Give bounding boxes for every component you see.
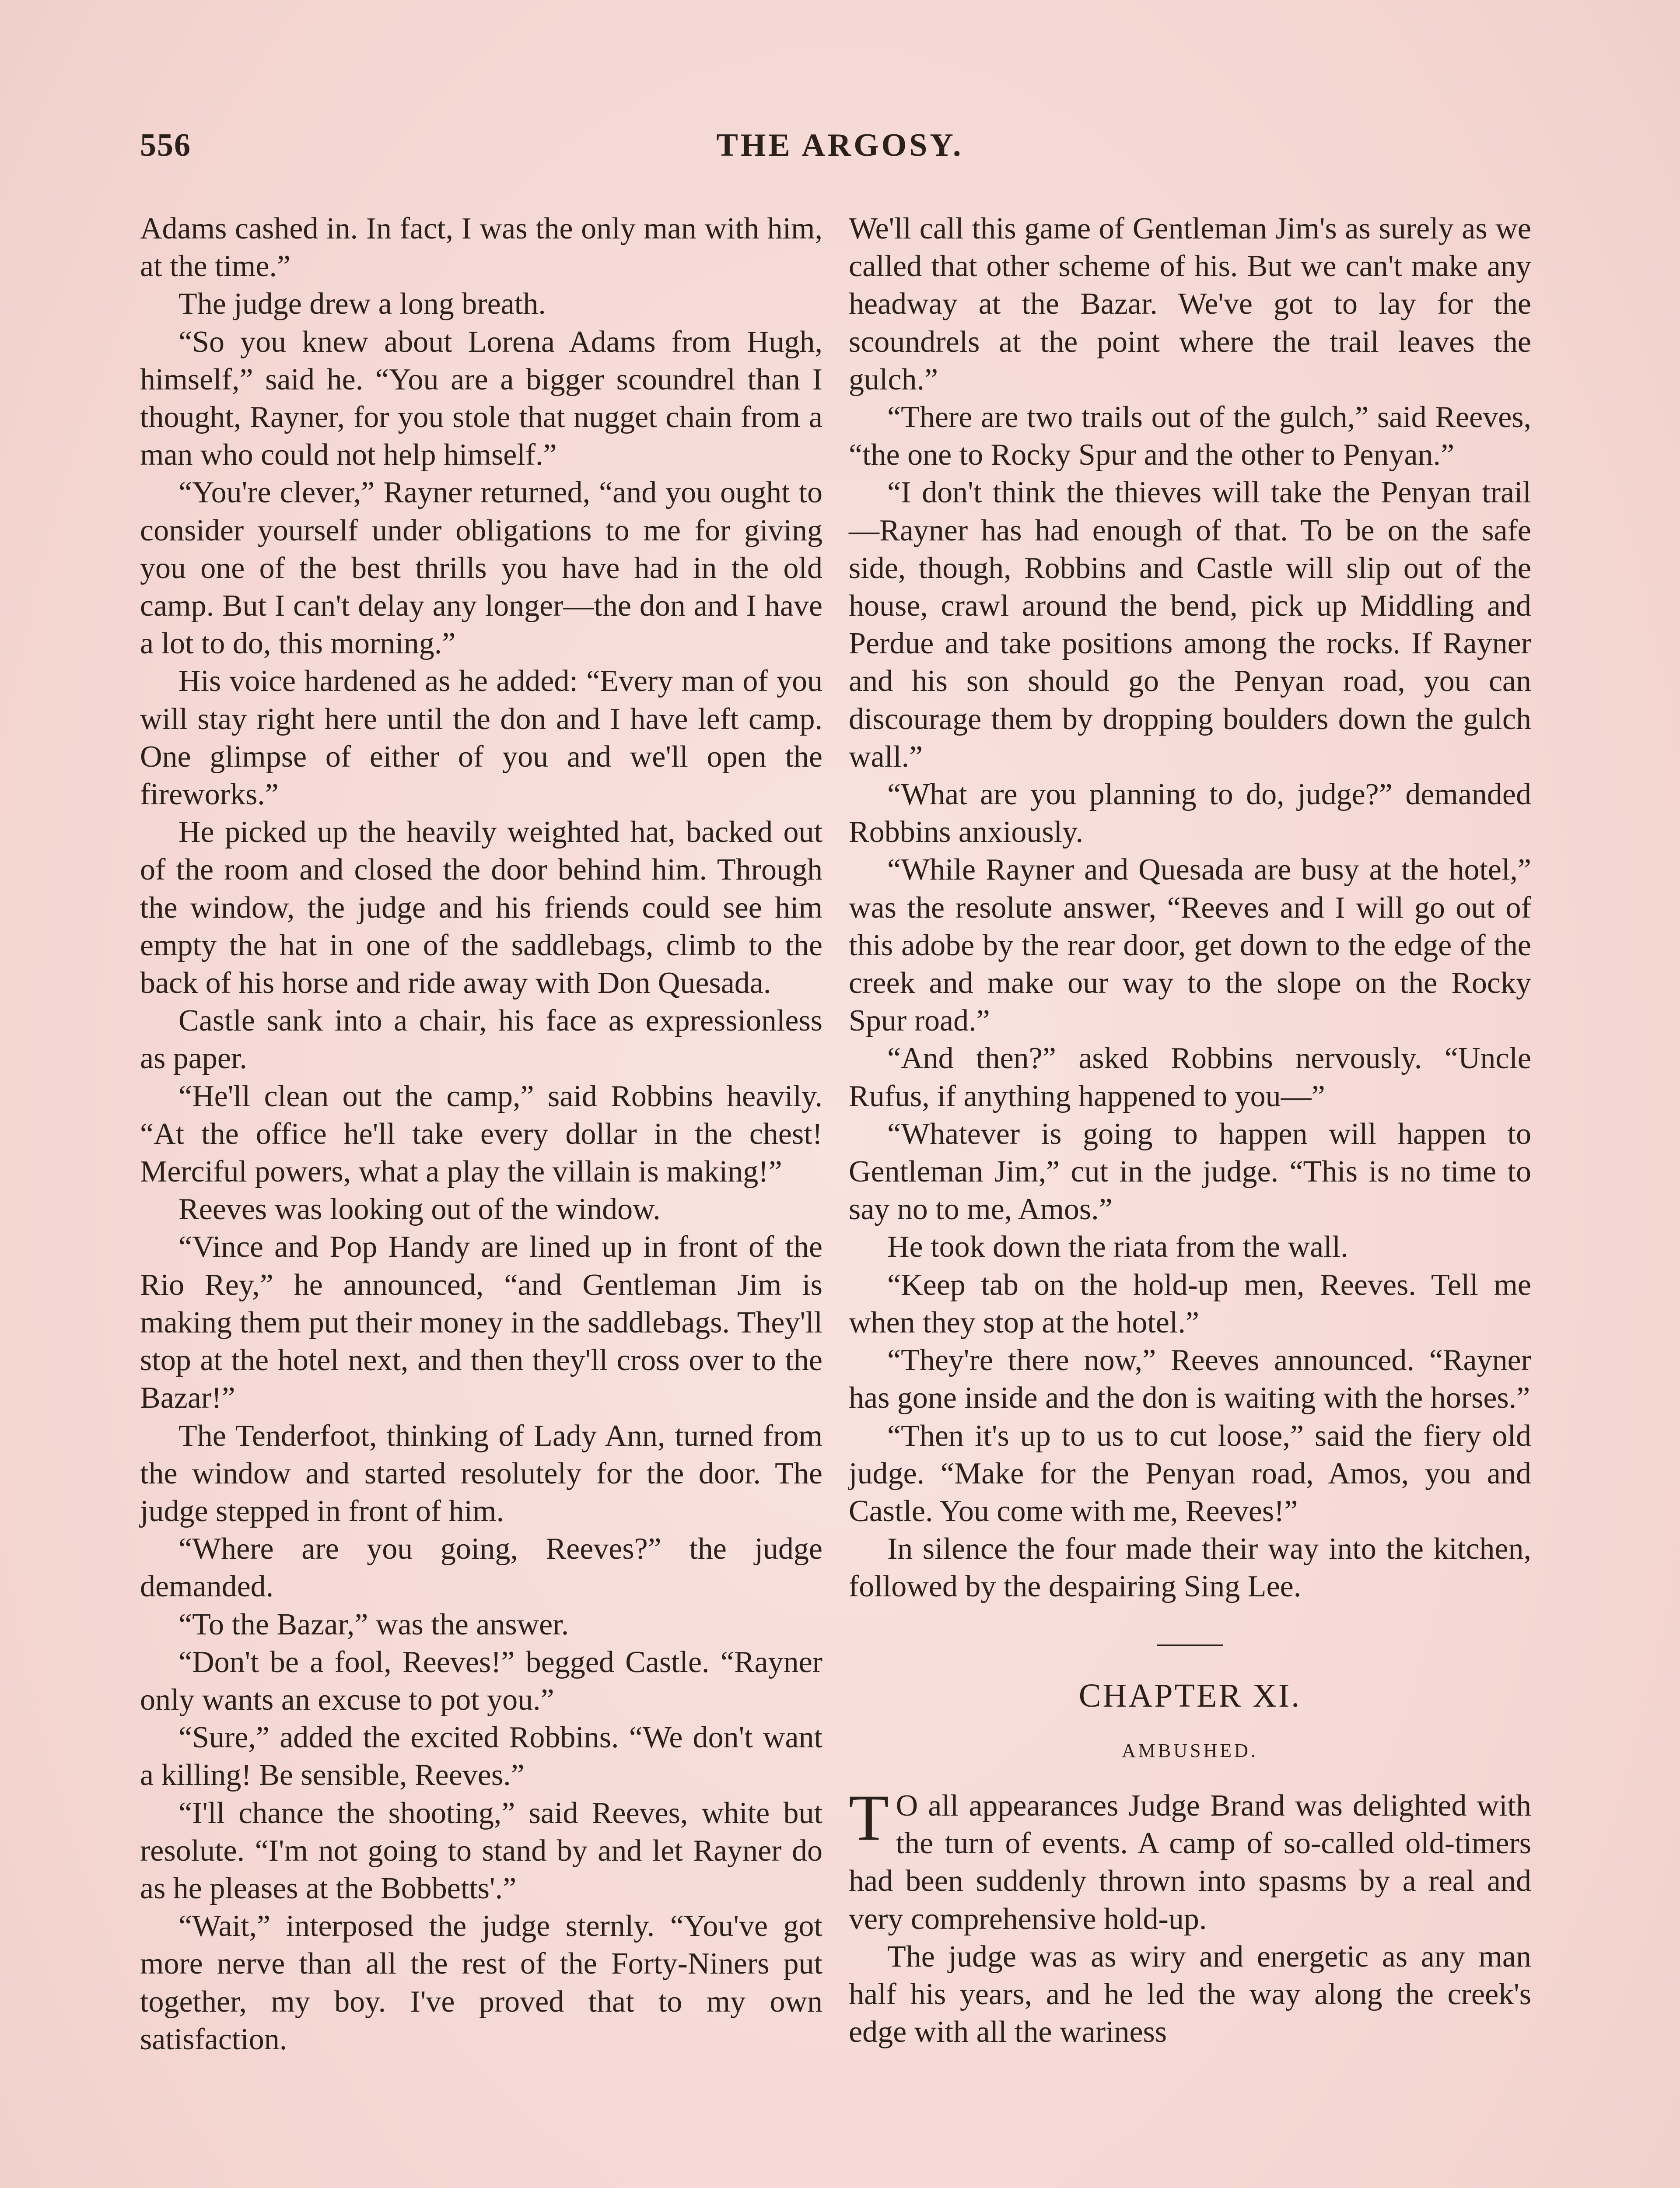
paragraph: “There are two trails out of the gulch,” said Reeves, “the one to Rocky Spur and the other to Penyan.” [849, 400, 1531, 472]
paragraph: “Don't be a fool, Reeves!” begged Castle. “Rayner only wants an excuse to pot you.” [140, 1645, 822, 1717]
paragraph: He picked up the heavily weighted hat, backed out of the room and closed the door behind him. Through the window, the judge and his friends could see him empty the hat in one of the saddlebags, climb to the back of his horse and ride away with Don Quesada. [140, 815, 822, 1000]
paragraph: In silence the four made their way into the kitchen, followed by the despairing Sing Lee. [849, 1532, 1531, 1604]
paragraph: “You're clever,” Rayner returned, “and you ought to consider yourself under obligations to me for giving you one of the best thrills you have had in the old camp. But I can't delay any longer—the don and I have a lot to do, this morning.” [140, 476, 822, 661]
paragraph: “Vince and Pop Handy are lined up in front of the Rio Rey,” he announced, “and Gentleman Jim is making them put their money in the saddlebags. They'll stop at the hotel next, and then they'll cross over to the Bazar!” [140, 1230, 822, 1415]
running-title: THE ARGOSY. [716, 127, 964, 163]
opening-text: O all appearances Judge Brand was delighted with the turn of events. A camp of so-called old-timers had been suddenly thrown into spasms by a real and very comprehensive hold-up. [849, 1788, 1531, 1936]
paragraph: The Tenderfoot, thinking of Lady Ann, turned from the window and started resolutely for the door. The judge stepped in front of him. [140, 1419, 822, 1528]
chapter-subtitle: AMBUSHED. [1122, 1739, 1258, 1761]
paragraph: “Then it's up to us to cut loose,” said the fiery old judge. “Make for the Penyan road, Amos, you and Castle. You come with me, Reeves!” [849, 1419, 1531, 1528]
paragraph: “So you knew about Lorena Adams from Hugh, himself,” said he. “You are a bigger scoundrel than I thought, Rayner, for you stole that nugget chain from a man who could not help himself.” [140, 325, 822, 472]
right-column [849, 210, 1531, 2051]
chapter-title: CHAPTER XI. [1078, 1677, 1302, 1714]
paragraph: His voice hardened as he added: “Every man of you will stay right here until the don and I have left camp. One glimpse of either of you and we'll open the fireworks.” [140, 664, 822, 812]
paragraph: “While Rayner and Quesada are busy at the hotel,” was the resolute answer, “Reeves and I will go out of this adobe by the rear door, get down to the edge of the creek and make our way to the slope on the Rocky Spur road.” [849, 853, 1531, 1038]
paragraph: Adams cashed in. In fact, I was the only man with him, at the time.” [140, 212, 822, 284]
paragraph: “Sure,” added the excited Robbins. “We don't want a killing! Be sensible, Reeves.” [140, 1721, 822, 1792]
drop-cap: T [849, 1781, 889, 1854]
paragraph: We'll call this game of Gentleman Jim's as surely as we called that other scheme of his. But we can't make any headway at the Bazar. We've got to lay for the scoundrels at the point where the trail leaves the gulch.” [849, 212, 1531, 396]
paragraph: “I'll chance the shooting,” said Reeves, white but resolute. “I'm not going to stand by and let Rayner do as he pleases at the Bobbetts'.” [140, 1796, 822, 1905]
left-column [140, 210, 822, 2058]
paragraph: Castle sank into a chair, his face as expressionless as paper. [140, 1004, 822, 1076]
section-divider [1157, 1645, 1223, 1646]
paragraph: The judge drew a long breath. [178, 287, 546, 321]
paragraph: He took down the riata from the wall. [887, 1230, 1348, 1264]
paragraph: The judge was as wiry and energetic as any man half his years, and he led the way along the creek's edge with all the wariness [849, 1939, 1531, 2049]
paragraph: “Wait,” interposed the judge sternly. “You've got more nerve than all the rest of the Forty-Niners put together, my boy. I've proved that to my own satisfaction. [140, 1909, 822, 2056]
paragraph: “What are you planning to do, judge?” demanded Robbins anxiously. [849, 778, 1531, 849]
paragraph: Reeves was looking out of the window. [178, 1192, 661, 1227]
paragraph: “To the Bazar,” was the answer. [178, 1607, 569, 1641]
page-header [140, 127, 1540, 188]
paragraph: “They're there now,” Reeves announced. “Rayner has gone inside and the don is waiting with the horses.” [849, 1343, 1531, 1415]
paragraph: “I don't think the thieves will take the Penyan trail—Rayner has had enough of that. To be on the safe side, though, Robbins and Castle will slip out of the house, crawl around the bend, pick up Middling and Perdue and take positions among the rocks. If Rayner and his son should go the Penyan road, you can discourage them by dropping boulders down the gulch wall.” [849, 476, 1531, 774]
paragraph: “Whatever is going to happen will happen to Gentleman Jim,” cut in the judge. “This is no time to say no to me, Amos.” [849, 1117, 1531, 1227]
paragraph: “Keep tab on the hold-up men, Reeves. Tell me when they stop at the hotel.” [849, 1268, 1531, 1339]
page-number: 556 [140, 127, 191, 163]
chapter-opening-paragraph [849, 1781, 1531, 1938]
paragraph: “And then?” asked Robbins nervously. “Uncle Rufus, if anything happened to you—” [849, 1041, 1531, 1113]
paragraph: “Where are you going, Reeves?” the judge demanded. [140, 1532, 822, 1604]
paragraph: “He'll clean out the camp,” said Robbins heavily. “At the office he'll take every dollar in the chest! Merciful powers, what a play the villain is making!” [140, 1079, 822, 1189]
